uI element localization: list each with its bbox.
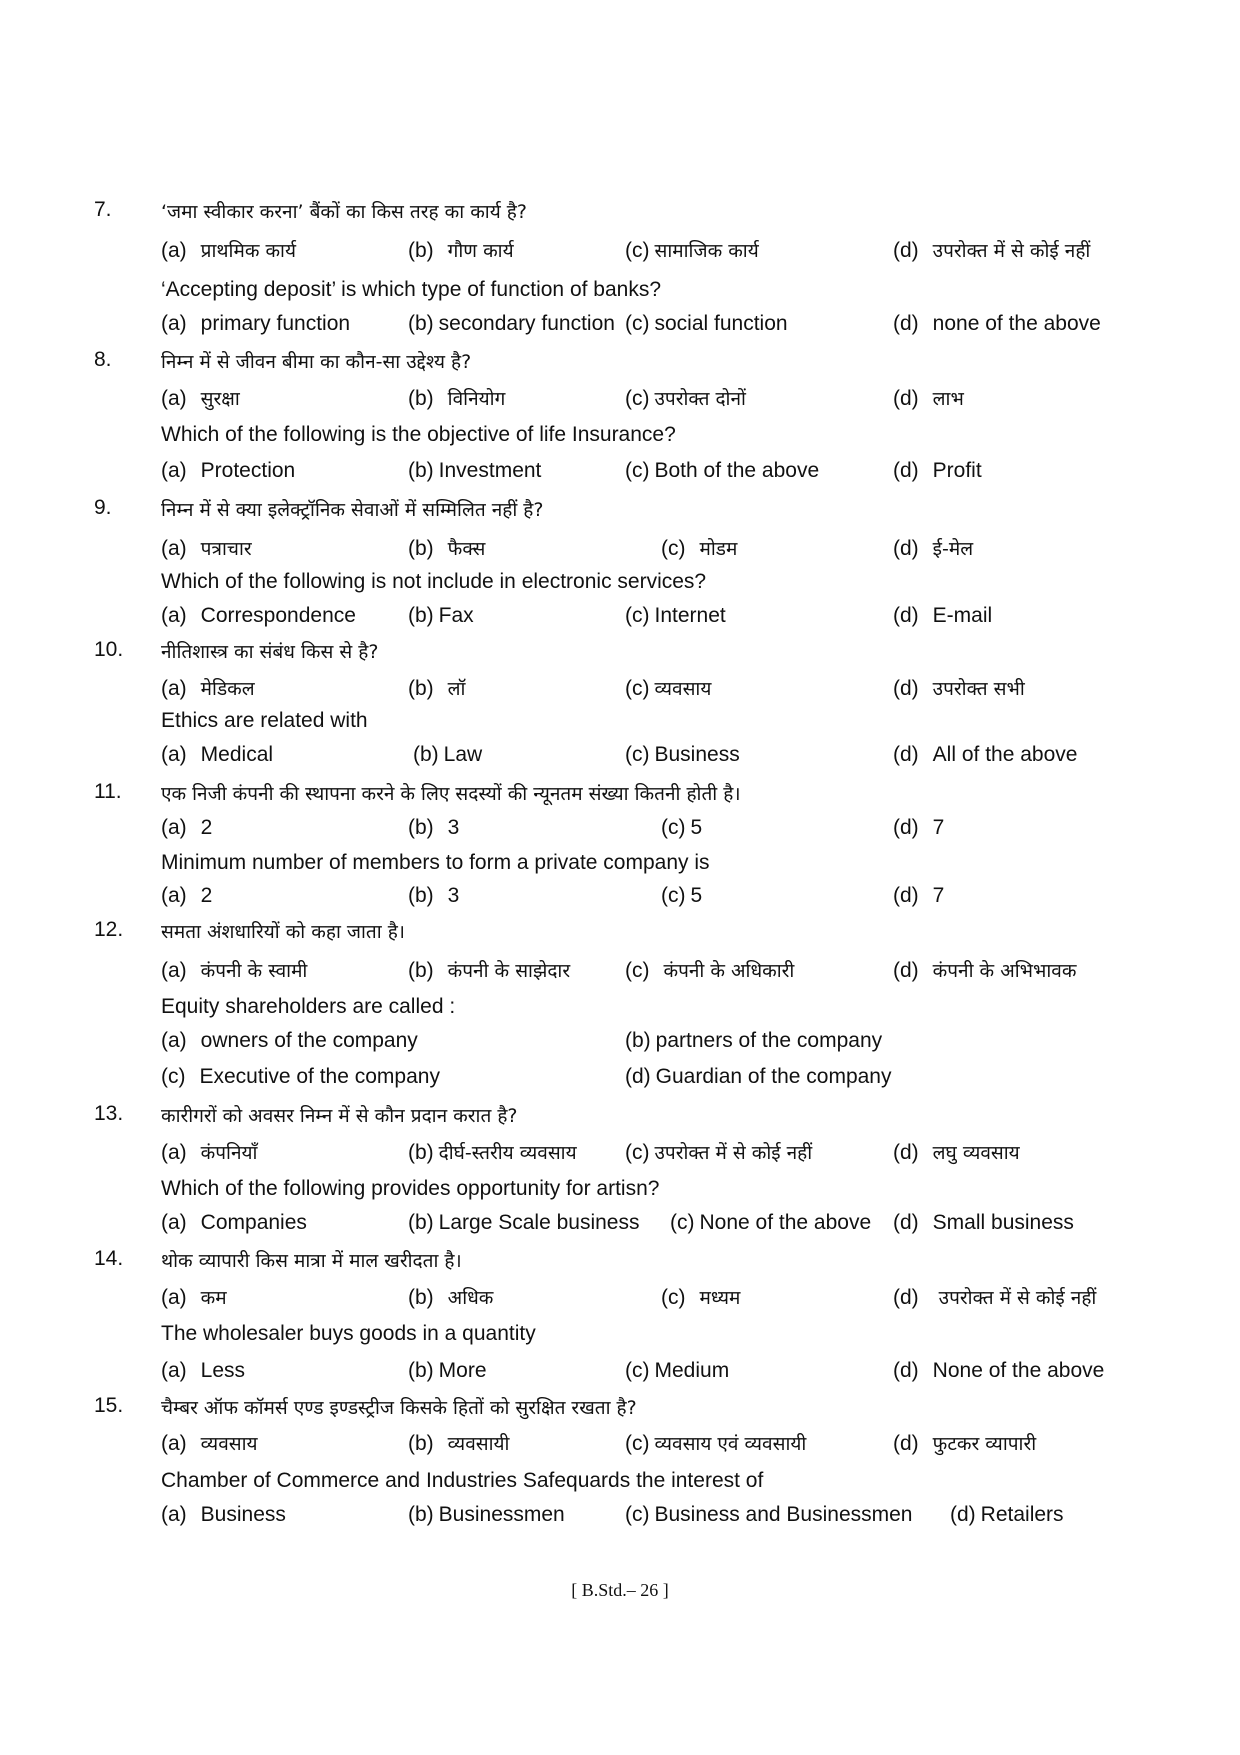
option-b: (b) विनियोग bbox=[408, 387, 506, 410]
option-c: (c) सामाजिक कार्य bbox=[625, 239, 759, 262]
option-d: (d) None of the above bbox=[893, 1359, 1105, 1382]
option-c: (c) Executive of the company bbox=[161, 1065, 440, 1088]
hindi-question: निम्न में से जीवन बीमा का कौन-सा उद्देश्य है? bbox=[161, 351, 472, 373]
option-d: (d) E-mail bbox=[893, 604, 993, 627]
option-a: (a) primary function bbox=[161, 312, 351, 335]
question-number: 7. bbox=[94, 198, 112, 221]
option-b: (b) More bbox=[408, 1359, 487, 1382]
option-a: (a) कंपनी के स्वामी bbox=[161, 959, 308, 982]
question-8-english-options bbox=[0, 459, 1240, 499]
question-7-hindi-row bbox=[0, 198, 1240, 238]
question-number: 8. bbox=[94, 348, 112, 371]
hindi-question: नीतिशास्त्र का संबंध किस से है? bbox=[161, 641, 379, 663]
option-c: (c) Business bbox=[625, 743, 740, 766]
question-number: 10. bbox=[94, 638, 124, 661]
option-a: (a) Less bbox=[161, 1359, 246, 1382]
english-question: ‘Accepting deposit’ is which type of function of banks? bbox=[161, 278, 662, 301]
option-a: (a) Medical bbox=[161, 743, 274, 766]
option-d: (d) 7 bbox=[893, 884, 945, 907]
option-b: (b) Fax bbox=[408, 604, 474, 627]
question-number: 9. bbox=[94, 496, 112, 519]
question-14-hindi-row bbox=[0, 1247, 1240, 1287]
option-b: (b) Law bbox=[413, 743, 483, 766]
option-a: (a) पत्राचार bbox=[161, 537, 252, 560]
question-13-english-options bbox=[0, 1211, 1240, 1251]
option-d: (d) लघु व्यवसाय bbox=[893, 1141, 1020, 1164]
option-b: (b) फैक्स bbox=[408, 537, 486, 560]
option-b: (b) अधिक bbox=[408, 1286, 494, 1309]
option-a: (a) Companies bbox=[161, 1211, 307, 1234]
option-c: (c) Internet bbox=[625, 604, 726, 627]
question-number: 13. bbox=[94, 1102, 124, 1125]
option-d: (d) फुटकर व्यापारी bbox=[893, 1432, 1037, 1455]
english-question: Which of the following provides opportunity for artisn? bbox=[161, 1177, 660, 1200]
question-15-english-options bbox=[0, 1503, 1240, 1543]
option-d: (d) ई-मेल bbox=[893, 537, 974, 560]
option-b: (b) कंपनी के साझेदार bbox=[408, 959, 571, 982]
option-d: (d) उपरोक्त में से कोई नहीं bbox=[893, 239, 1091, 262]
hindi-question: ‘जमा स्वीकार करना’ बैंकों का किस तरह का कार्य है? bbox=[161, 201, 527, 223]
question-number: 11. bbox=[94, 780, 122, 803]
option-c: (c) व्यवसाय bbox=[625, 677, 712, 700]
option-c: (c) 5 bbox=[661, 816, 703, 839]
question-12-english-options-cd bbox=[0, 1065, 1240, 1105]
question-14-hindi-options bbox=[0, 1284, 1240, 1324]
option-b: (b) लॉ bbox=[408, 677, 466, 700]
question-number: 12. bbox=[94, 918, 124, 941]
english-question: Equity shareholders are called : bbox=[161, 995, 456, 1018]
option-a: (a) Correspondence bbox=[161, 604, 356, 627]
option-b: (b) Large Scale business bbox=[408, 1211, 640, 1234]
option-b: (b) partners of the company bbox=[625, 1029, 883, 1052]
question-15-hindi-row bbox=[0, 1394, 1240, 1434]
option-d: (d) कंपनी के अभिभावक bbox=[893, 959, 1077, 982]
question-14-english-row bbox=[0, 1322, 1240, 1362]
english-question: Which of the following is not include in electronic services? bbox=[161, 570, 707, 593]
question-10-hindi-row bbox=[0, 638, 1240, 678]
option-b: (b) 3 bbox=[408, 884, 460, 907]
option-b: (b) दीर्घ-स्तरीय व्यवसाय bbox=[408, 1141, 577, 1164]
question-11-hindi-options bbox=[0, 816, 1240, 856]
option-d: (d) Profit bbox=[893, 459, 982, 482]
option-a: (a) कम bbox=[161, 1286, 227, 1309]
english-question: The wholesaler buys goods in a quantity bbox=[161, 1322, 536, 1345]
option-a: (a) कंपनियाँ bbox=[161, 1141, 258, 1164]
question-15-hindi-options bbox=[0, 1430, 1240, 1470]
hindi-question: कारीगरों को अवसर निम्न में से कौन प्रदान करात है? bbox=[161, 1105, 518, 1127]
english-question: Ethics are related with bbox=[161, 709, 368, 732]
english-question: Chamber of Commerce and Industries Safequards the interest of bbox=[161, 1469, 764, 1492]
question-8-hindi-row bbox=[0, 348, 1240, 388]
question-13-hindi-row bbox=[0, 1102, 1240, 1142]
hindi-question: थोक व्यापारी किस मात्रा में माल खरीदता है। bbox=[161, 1250, 462, 1272]
option-c: (c) उपरोक्त में से कोई नहीं bbox=[625, 1141, 813, 1164]
option-b: (b) Investment bbox=[408, 459, 542, 482]
option-c: (c) व्यवसाय एवं व्यवसायी bbox=[625, 1432, 807, 1455]
option-a: (a) मेडिकल bbox=[161, 677, 255, 700]
option-c: (c) उपरोक्त दोनों bbox=[625, 387, 746, 410]
option-a: (a) प्राथमिक कार्य bbox=[161, 239, 296, 262]
hindi-question: निम्न में से क्या इलेक्ट्रॉनिक सेवाओं में सम्मिलित नहीं है? bbox=[161, 499, 544, 521]
option-d: (d) Retailers bbox=[950, 1503, 1064, 1526]
option-d: (d) none of the above bbox=[893, 312, 1101, 335]
option-a: (a) व्यवसाय bbox=[161, 1432, 258, 1455]
question-12-hindi-row bbox=[0, 918, 1240, 958]
option-c: (c) मध्यम bbox=[661, 1286, 741, 1309]
option-c: (c) social function bbox=[625, 312, 788, 335]
option-d: (d) Small business bbox=[893, 1211, 1074, 1234]
question-number: 15. bbox=[94, 1394, 124, 1417]
option-b: (b) व्यवसायी bbox=[408, 1432, 510, 1455]
hindi-question: चैम्बर ऑफ कॉमर्स एण्ड इण्डस्ट्रीज किसके हितों को सुरक्षित रखता है? bbox=[161, 1397, 637, 1419]
question-7-english-options bbox=[0, 312, 1240, 352]
question-13-hindi-options bbox=[0, 1139, 1240, 1179]
question-12-hindi-options bbox=[0, 957, 1240, 997]
question-9-hindi-row bbox=[0, 496, 1240, 536]
option-d: (d) लाभ bbox=[893, 387, 964, 410]
option-d: (d) उपरोक्त में से कोई नहीं bbox=[893, 1286, 1097, 1309]
question-8-english-row bbox=[0, 423, 1240, 463]
question-11-hindi-row bbox=[0, 780, 1240, 820]
hindi-question: समता अंशधारियों को कहा जाता है। bbox=[161, 921, 406, 943]
option-d: (d) उपरोक्त सभी bbox=[893, 677, 1025, 700]
option-c: (c) मोडम bbox=[661, 537, 738, 560]
question-7-hindi-options bbox=[0, 237, 1240, 277]
question-number: 14. bbox=[94, 1247, 124, 1270]
hindi-question: एक निजी कंपनी की स्थापना करने के लिए सदस्यों की न्यूनतम संख्या कितनी होती है। bbox=[161, 783, 741, 805]
option-d: (d) All of the above bbox=[893, 743, 1078, 766]
option-c: (c) 5 bbox=[661, 884, 703, 907]
english-question: Which of the following is the objective of life Insurance? bbox=[161, 423, 676, 446]
option-a: (a) Protection bbox=[161, 459, 296, 482]
option-b: (b) Businessmen bbox=[408, 1503, 565, 1526]
option-a: (a) owners of the company bbox=[161, 1029, 418, 1052]
option-d: (d) Guardian of the company bbox=[625, 1065, 892, 1088]
option-d: (d) 7 bbox=[893, 816, 945, 839]
option-c: (c) Both of the above bbox=[625, 459, 820, 482]
option-a: (a) 2 bbox=[161, 816, 213, 839]
question-9-hindi-options bbox=[0, 535, 1240, 575]
option-c: (c) None of the above bbox=[670, 1211, 872, 1234]
option-a: (a) सुरक्षा bbox=[161, 387, 240, 410]
question-12-english-options-ab bbox=[0, 1029, 1240, 1069]
option-c: (c) कंपनी के अधिकारी bbox=[625, 959, 795, 982]
page-footer: [ B.Std.– 26 ] bbox=[571, 1580, 669, 1600]
option-c: (c) Medium bbox=[625, 1359, 730, 1382]
option-c: (c) Business and Businessmen bbox=[625, 1503, 913, 1526]
option-a: (a) 2 bbox=[161, 884, 213, 907]
option-b: (b) 3 bbox=[408, 816, 460, 839]
option-b: (b) secondary function bbox=[408, 312, 615, 335]
question-8-hindi-options bbox=[0, 385, 1240, 425]
question-10-english-options bbox=[0, 743, 1240, 783]
option-a: (a) Business bbox=[161, 1503, 286, 1526]
question-14-english-options bbox=[0, 1359, 1240, 1399]
option-b: (b) गौण कार्य bbox=[408, 239, 514, 262]
english-question: Minimum number of members to form a private company is bbox=[161, 851, 710, 874]
